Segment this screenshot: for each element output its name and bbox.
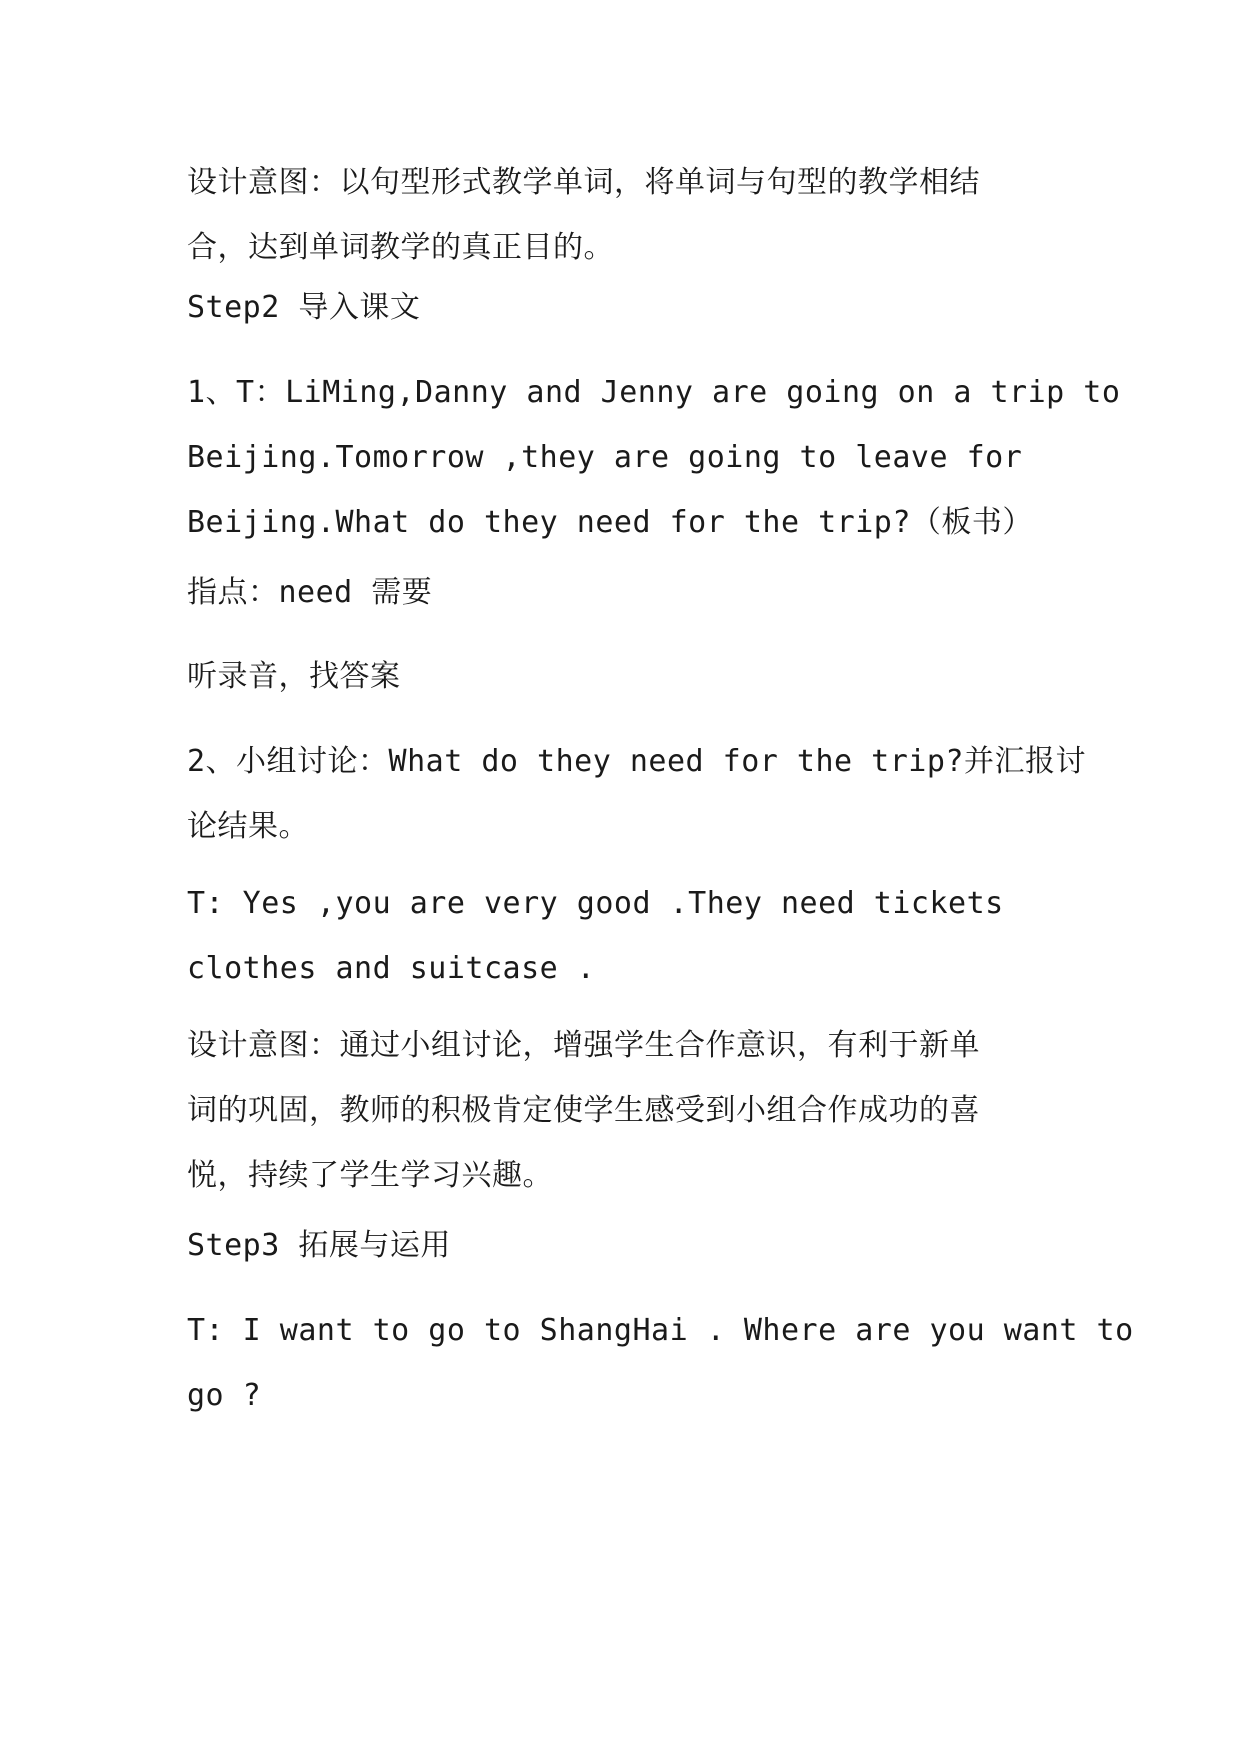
- text-line: 2、小组讨论：What do they need for the trip?并汇报讨: [187, 744, 1086, 779]
- design-intent-paragraph-1: [187, 150, 1067, 280]
- listening-instruction: [187, 644, 1067, 709]
- text-line: 论结果。: [187, 809, 309, 844]
- text-line: Step2 导入课文: [187, 290, 421, 325]
- text-line: 1、T：LiMing,Danny and Jenny are going on a trip to: [187, 375, 1121, 410]
- step3-heading: [187, 1213, 1067, 1278]
- text-line: 词的巩固，教师的积极肯定使学生感受到小组合作成功的喜: [187, 1093, 980, 1128]
- teacher-dialogue-paragraph-3: [187, 1298, 1134, 1428]
- text-line: 设计意图：通过小组讨论，增强学生合作意识，有利于新单: [187, 1028, 980, 1063]
- text-line: 合，达到单词教学的真正目的。: [187, 230, 614, 265]
- text-line: T: I want to go to ShangHai . Where are you want to: [187, 1313, 1134, 1348]
- text-line: 设计意图：以句型形式教学单词，将单词与句型的教学相结: [187, 165, 980, 200]
- group-discussion-paragraph: [187, 729, 1086, 859]
- text-line: 听录音，找答案: [187, 659, 401, 694]
- text-line: 指点：need 需要: [187, 575, 433, 610]
- text-line: Beijing.Tomorrow ,they are going to leave for: [187, 440, 1023, 475]
- step2-heading: [187, 275, 1067, 340]
- text-line: Beijing.What do they need for the trip?（板书）: [187, 505, 1033, 540]
- design-intent-paragraph-2: [187, 1013, 1067, 1208]
- teacher-dialogue-paragraph-2: [187, 871, 1067, 1001]
- text-line: T: Yes ,you are very good .They need tickets: [187, 886, 1004, 921]
- text-line: Step3 拓展与运用: [187, 1228, 451, 1263]
- vocabulary-note: [187, 560, 1067, 625]
- text-line: go ?: [187, 1378, 262, 1413]
- text-line: 悦，持续了学生学习兴趣。: [187, 1158, 553, 1193]
- text-line: clothes and suitcase .: [187, 951, 596, 986]
- teacher-dialogue-paragraph-1: [187, 360, 1121, 555]
